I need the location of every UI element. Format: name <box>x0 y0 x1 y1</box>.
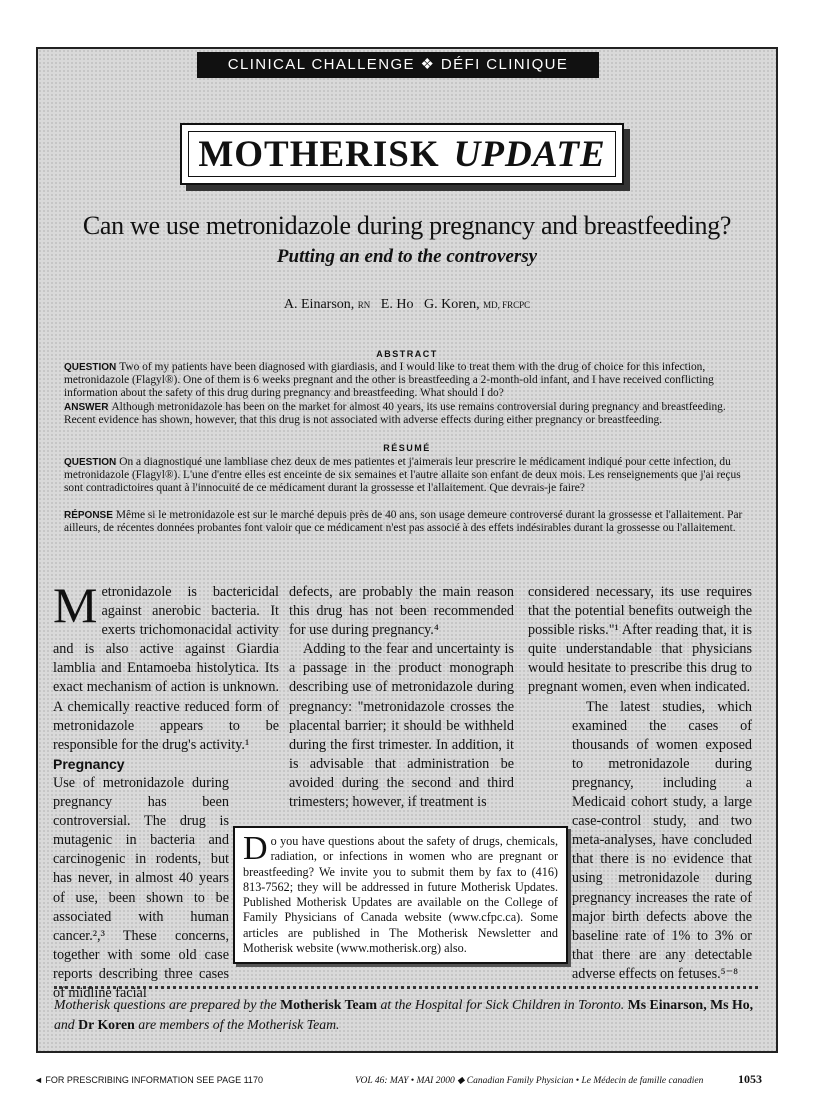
resume-answer <box>64 509 752 535</box>
question-text: On a diagnostiqué une lambliase chez deux de mes patientes et j'aimerais leur prescrire le médicament indiqué pour cette infection, du metronidazole (Flagyl®). L'une d'entre elles est enceinte de six semaines et l'autre allaite son enfant de deux mois. Les renseignements que j'ai reçus sont contradictoires quant à l'innocuité de ce médicament durant la grossesse et l'allaitement. Que devrais-je faire? <box>64 456 741 494</box>
paragraph: Use of metronidazole during pregnancy has been controversial. The drug is mutagenic in bacteria and carcinogenic in rodents, but has never, in almost 40 years of use, been shown to be associated with human cancer.²,³ These concerns, together with some old case reports describing three cases of midline facial <box>53 774 229 1001</box>
author-name: E. Ho <box>380 297 414 312</box>
author-line <box>40 297 774 313</box>
paragraph: The latest studies, which examined the cases of thousands of women exposed to metronidazole during pregnancy, including a Medicaid cohort study, a large case-control study, and two meta-analyses, have concluded that there is no evidence that using metronidazole during pregnancy increases the rate of major birth defects above the baseline rate of 1% to 3% or that there are any detectable adverse effects on fetuses.⁵⁻⁸ <box>572 698 752 982</box>
question-text: Two of my patients have been diagnosed with giardiasis, and I would like to treat them with the drug of choice for this infection, metronidazole (Flagyl®). One of them is 6 weeks pregnant and the other is breastfeeding a 2-month-old infant, and I have received conflicting information about the safety of this drug during pregnancy and breastfeeding. What should I do? <box>64 361 714 399</box>
masthead <box>180 123 624 185</box>
author-footnote <box>54 995 758 1035</box>
paragraph: considered necessary, its use requires that the potential benefits outweigh the possible risks."¹ After reading that, it is quite understandable that physicians would hesitate to prescribe this drug to pregnant women, even when indicated. <box>528 584 752 696</box>
body-column-2 <box>289 583 514 812</box>
section-banner: CLINICAL CHALLENGE ❖ DÉFI CLINIQUE <box>197 52 599 78</box>
answer-text: Même si le metronidazole est sur le marché depuis près de 40 ans, son usage demeure controversé durant la grossesse et l'allaitement. Par ailleurs, de récentes données probantes font valoir que ce médicament n'est pas associé à des effets indésirables durant la grossesse ou l'allaitement. <box>64 509 743 534</box>
abstract-heading: ABSTRACT <box>376 349 438 359</box>
prescribing-info-link[interactable]: ◄ FOR PRESCRIBING INFORMATION SEE PAGE 1170 <box>34 1075 263 1085</box>
callout-drop-cap: D <box>243 830 268 867</box>
dotted-divider <box>54 986 758 989</box>
question-label: QUESTION <box>64 362 117 373</box>
author-name: A. Einarson, <box>283 297 355 312</box>
answer-label: RÉPONSE <box>64 510 113 521</box>
paragraph: defects, are probably the main reason this drug has not been recommended for use during pregnancy.⁴ <box>289 584 514 639</box>
drop-cap: M <box>53 577 98 633</box>
resume-heading: RÉSUMÉ <box>383 443 431 453</box>
section-heading-pregnancy: Pregnancy <box>53 755 125 772</box>
article-subtitle: Putting an end to the controversy <box>276 246 538 267</box>
author-credential: MD, FRCPC <box>483 300 531 310</box>
footnote-text: are members of the Motherisk Team. <box>138 1017 340 1032</box>
masthead-main: MOTHERISK <box>198 133 440 175</box>
footnote-text: Dr Koren <box>78 1017 135 1032</box>
footnote-text: Motherisk Team <box>280 997 378 1012</box>
answer-text: Although metronidazole has been on the market for almost 40 years, its use remains controversial during pregnancy and breastfeeding. Recent evidence has shown, however, that this drug is not associated with adverse effects during either pregnancy or breastfeeding. <box>64 401 726 426</box>
author-name: G. Koren, <box>423 297 480 312</box>
footnote-text: at the Hospital for Sick Children in Toronto. <box>380 997 625 1012</box>
paragraph: Adding to the fear and uncertainty is a passage in the product monograph describing use of metronidazole during pregnancy: "metronidazole crosses the placental barrier; it should be withheld during the first trimester. In addition, it is advisable that administration be avoided during the second and third trimesters; however, if treatment is <box>289 641 514 811</box>
page-number: 1053 <box>738 1072 762 1086</box>
footnote-text: and <box>54 1017 75 1032</box>
abstract-question <box>64 361 752 400</box>
callout-text: o you have questions about the safety of drugs, chemicals, radiation, or infections in women who are pregnant or breastfeeding? We invite you to submit them by fax to (416) 813-7562; they will be addressed in future Motherisk Updates. Published Motherisk Updates are available on the College of Family Physicians of Canada website (www.cfpc.ca). Some articles are published in The Motherisk Newsletter and Motherisk website (www.motherisk.org) also. <box>243 834 558 956</box>
footnote-text: Motherisk questions are prepared by the <box>54 997 277 1012</box>
question-label: QUESTION <box>64 457 117 468</box>
footnote-text: Ms Einarson, Ms Ho, <box>627 997 754 1012</box>
resume-question <box>64 456 752 495</box>
article-title: Can we use metronidazole during pregnancy and breastfeeding? <box>82 211 732 240</box>
answer-label: ANSWER <box>64 402 109 413</box>
journal-info: VOL 46: MAY • MAI 2000 ◆ Canadian Family Physician • Le Médecin de famille canadien <box>355 1076 704 1086</box>
paragraph: etronidazole is bactericidal against anerobic bacteria. It exerts trichomonacidal activity and is also active against Giardia lamblia and Entamoeba histolytica. Its exact mechanism of action is unknown. A chemically reactive reduced form of metronidazole appears to be responsible for the drug's activity.¹ <box>53 584 279 753</box>
masthead-italic: UPDATE <box>453 133 606 175</box>
author-credential: RN <box>357 300 371 310</box>
abstract-answer <box>64 401 752 427</box>
callout-box <box>233 826 568 964</box>
